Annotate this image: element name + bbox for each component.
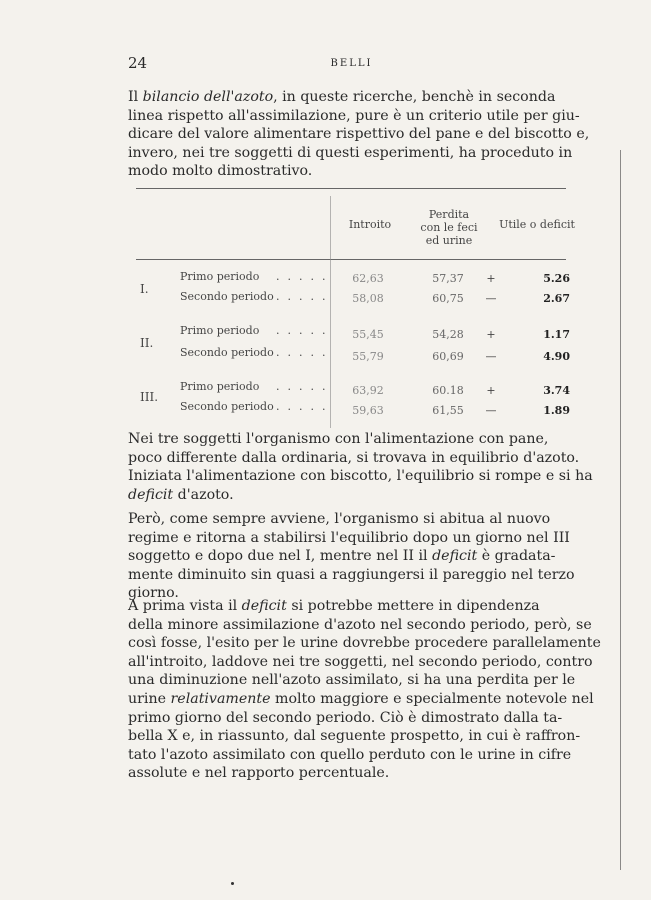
- row-label: Primo periodo: [180, 324, 260, 337]
- cell-introito: 58,08: [352, 292, 384, 305]
- paragraph-equilibrium: [128, 430, 593, 504]
- page-edge-shadow: [620, 150, 621, 870]
- cell-utile: 1.17: [543, 328, 570, 341]
- leader-dots: .....: [276, 324, 334, 337]
- text-line: assolute e nel rapporto percentuale.: [128, 765, 390, 782]
- text-line: una diminuzione nell'azoto assimilato, si ha una perdita per le: [128, 672, 576, 689]
- text-line: regime e ritorna a stabilirsi l'equilibrio dopo un giorno nel III: [128, 529, 570, 546]
- row-label: Secondo periodo: [180, 400, 274, 413]
- text-line: Iniziata l'alimentazione con biscotto, l'equilibrio si rompe e si ha: [128, 468, 593, 485]
- page-header: [128, 54, 575, 74]
- text-line: linea rispetto all'assimilazione, pure è un criterio utile per giu-: [128, 107, 580, 124]
- text-line: primo giorno del secondo periodo. Ciò è dimostrato dalla ta-: [128, 709, 563, 726]
- cell-perdita: 54,28: [432, 328, 464, 341]
- page-number: 24: [128, 54, 148, 72]
- text-line: urine relativamente molto maggiore e specialmente notevole nel: [128, 690, 594, 707]
- row-label: Primo periodo: [180, 380, 260, 393]
- subject-numeral: I.: [140, 282, 149, 296]
- text-line: giorno.: [128, 585, 179, 602]
- text-line: A prima vista il deficit si potrebbe mettere in dipendenza: [128, 598, 540, 614]
- text-line: Nei tre soggetti l'organismo con l'alimentazione con pane,: [128, 431, 549, 447]
- cell-sign: +: [486, 384, 496, 397]
- text-line: deficit d'azoto.: [128, 486, 234, 503]
- table-top-rule: [136, 188, 566, 189]
- print-speck: [231, 882, 234, 885]
- leader-dots: .....: [276, 270, 334, 283]
- cell-sign: —: [485, 350, 497, 363]
- text-line: mente diminuito sin quasi a raggiungersi il pareggio nel terzo: [128, 566, 575, 583]
- leader-dots: .....: [276, 380, 334, 393]
- text-line: così fosse, l'esito per le urine dovrebbe procedere parallelamente: [128, 635, 601, 652]
- cell-utile: 5.26: [543, 272, 570, 285]
- cell-perdita: 60.18: [432, 384, 464, 397]
- subject-numeral: III.: [140, 390, 159, 404]
- paragraph-deficit-analysis: [128, 597, 601, 783]
- running-title: BELLI: [330, 58, 373, 69]
- text-line: bella X e, in riassunto, dal seguente prospetto, in cui è raffron-: [128, 728, 581, 745]
- text-line: tato l'azoto assimilato con quello perduto con le urine in cifre: [128, 746, 572, 763]
- text-line: della minore assimilazione d'azoto nel secondo periodo, però, se: [128, 616, 592, 633]
- leader-dots: .....: [276, 290, 334, 303]
- cell-sign: —: [485, 404, 497, 417]
- header-utile-deficit: Utile o deficit: [499, 218, 575, 231]
- cell-sign: +: [486, 328, 496, 341]
- cell-utile: 2.67: [543, 292, 570, 305]
- text-line: all'introito, laddove nei tre soggetti, nel secondo periodo, contro: [128, 653, 593, 670]
- cell-sign: +: [486, 272, 496, 285]
- cell-utile: 4.90: [543, 350, 570, 363]
- row-label: Secondo periodo: [180, 346, 274, 359]
- row-label: Secondo periodo: [180, 290, 274, 303]
- cell-introito: 62,63: [352, 272, 384, 285]
- text-line: soggetto e dopo due nel I, mentre nel II il deficit è gradata-: [128, 548, 556, 565]
- cell-utile: 1.89: [543, 404, 570, 417]
- leader-dots: .....: [276, 346, 334, 359]
- cell-perdita: 60,75: [432, 292, 464, 305]
- cell-perdita: 60,69: [432, 350, 464, 363]
- nitrogen-balance-table: [128, 190, 578, 430]
- text-line: Il bilancio dell'azoto, in queste ricerche, benchè in seconda: [128, 89, 556, 105]
- header-introito: Introito: [348, 218, 392, 231]
- text-line: poco differente dalla ordinaria, si trovava in equilibrio d'azoto.: [128, 449, 580, 466]
- cell-introito: 55,45: [352, 328, 384, 341]
- text-line: Però, come sempre avviene, l'organismo si abitua al nuovo: [128, 511, 551, 527]
- leader-dots: .....: [276, 400, 334, 413]
- cell-introito: 55,79: [352, 350, 384, 363]
- subject-numeral: II.: [140, 336, 154, 350]
- header-perdita: Perdita con le feci ed urine: [420, 208, 478, 247]
- paragraph-nitrogen-balance: [128, 88, 590, 181]
- paragraph-adaptation: [128, 510, 575, 603]
- row-label: Primo periodo: [180, 270, 260, 283]
- cell-utile: 3.74: [543, 384, 570, 397]
- cell-sign: —: [485, 292, 497, 305]
- cell-perdita: 57,37: [432, 272, 464, 285]
- text-line: dicare del valore alimentare rispettivo del pane e del biscotto e,: [128, 126, 590, 143]
- cell-perdita: 61,55: [432, 404, 464, 417]
- cell-introito: 63,92: [352, 384, 384, 397]
- cell-introito: 59,63: [352, 404, 384, 417]
- text-line: invero, nei tre soggetti di questi esperimenti, ha proceduto in: [128, 144, 573, 161]
- text-line: modo molto dimostrativo.: [128, 163, 313, 180]
